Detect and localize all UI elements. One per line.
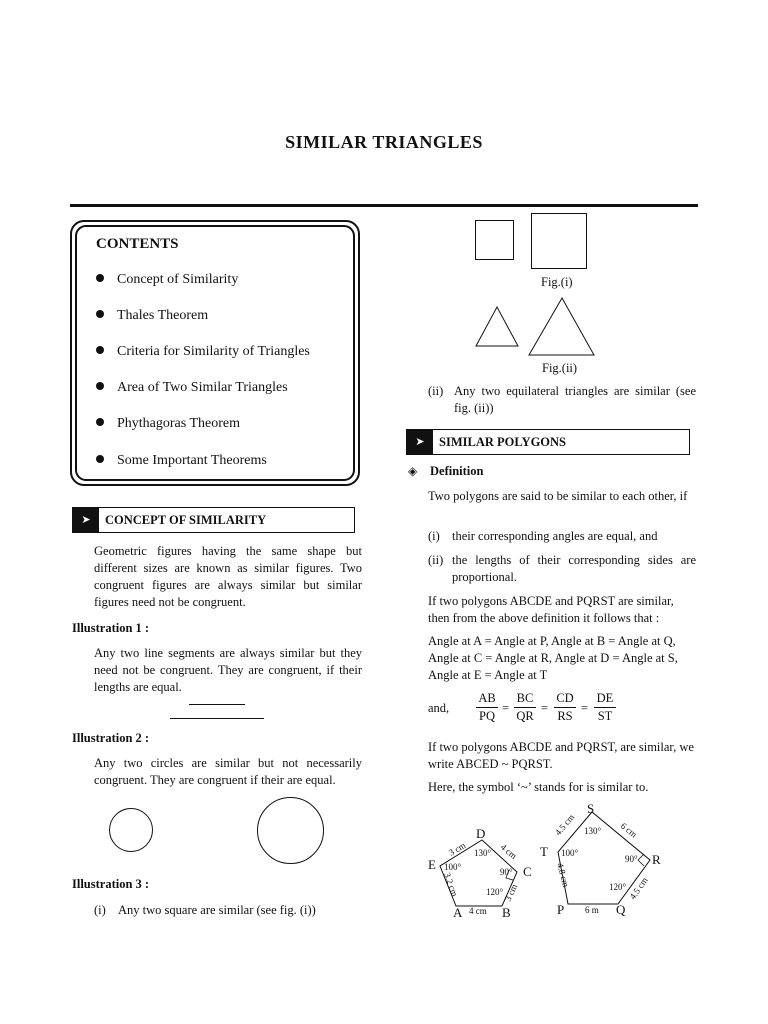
fig-1-caption: Fig.(i) bbox=[541, 275, 573, 289]
illustration-1-text: Any two line segments are always similar but they need not be congruent. They are congruent, if their lengths are equal. bbox=[94, 646, 362, 694]
illustration-1-title: Illustration 1 : bbox=[72, 621, 150, 635]
contents-item-label: Some Important Theorems bbox=[117, 453, 267, 468]
triangles-figure bbox=[470, 295, 600, 357]
fraction-denominator: RS bbox=[557, 709, 573, 723]
concept-section-header bbox=[72, 507, 355, 533]
fraction-numerator: CD bbox=[556, 691, 574, 705]
contents-item bbox=[96, 308, 208, 324]
illustration-3-num: (i) bbox=[94, 903, 106, 917]
contents-item bbox=[96, 380, 288, 396]
contents-item bbox=[96, 344, 310, 360]
title-rule bbox=[70, 204, 698, 207]
bullet-icon bbox=[96, 310, 104, 318]
vertex-d: D bbox=[476, 826, 486, 841]
large-square bbox=[531, 213, 587, 269]
small-triangle bbox=[476, 307, 518, 346]
fig-2-num: (ii) bbox=[428, 384, 444, 398]
equals-sign: = bbox=[502, 701, 510, 715]
equals-sign: = bbox=[541, 701, 549, 715]
arrow-right-icon: ➤ bbox=[407, 430, 433, 454]
fraction-de-st bbox=[594, 690, 616, 725]
angle-s: 130° bbox=[584, 826, 602, 836]
side-ea: 3.2 cm bbox=[442, 871, 460, 898]
side-qr: 4.5 cm bbox=[627, 875, 650, 902]
bullet-icon bbox=[96, 455, 104, 463]
polygons-section-header bbox=[406, 429, 690, 455]
small-square bbox=[475, 220, 514, 260]
contents-item bbox=[96, 272, 238, 288]
vertex-e: E bbox=[428, 857, 436, 872]
short-line-segment bbox=[189, 704, 245, 705]
side-rs: 6 cm bbox=[618, 820, 639, 840]
fraction-numerator: AB bbox=[478, 691, 496, 705]
vertex-a: A bbox=[453, 905, 463, 920]
fraction-numerator: DE bbox=[596, 691, 614, 705]
fraction-numerator: BC bbox=[516, 691, 534, 705]
bullet-icon bbox=[96, 346, 104, 354]
angle-line-2: Angle at C = Angle at R, Angle at D = Angle at S, bbox=[428, 651, 678, 665]
contents-heading: CONTENTS bbox=[96, 236, 179, 252]
angle-b: 120° bbox=[486, 887, 504, 897]
page-title: SIMILAR TRIANGLES bbox=[285, 132, 483, 152]
angle-t: 100° bbox=[561, 848, 579, 858]
fraction-bc-qr bbox=[514, 690, 536, 725]
fraction-denominator: ST bbox=[597, 709, 613, 723]
fig-2-caption: Fig.(ii) bbox=[542, 361, 578, 375]
write-similar-text: If two polygons ABCDE and PQRST, are similar, we write ABCED ~ PQRST. bbox=[428, 740, 694, 771]
bullet-icon bbox=[96, 274, 104, 282]
vertex-b: B bbox=[502, 905, 511, 920]
angle-r: 90° bbox=[625, 854, 638, 864]
condition-2-text: the lengths of their corresponding sides are proportional. bbox=[452, 553, 696, 584]
equals-sign: = bbox=[581, 701, 589, 715]
angle-line-1: Angle at A = Angle at P, Angle at B = Angle at Q, bbox=[428, 634, 676, 648]
illustration-3-title: Illustration 3 : bbox=[72, 877, 150, 891]
illustration-2-text: Any two circles are similar but not necessarily congruent. They are congruent if their are equal. bbox=[94, 756, 362, 787]
bullet-icon bbox=[96, 382, 104, 390]
concept-intro: Geometric figures having the same shape but different sizes are known as similar figures. Two congruent figures are always similar but similar figures need not be congruent. bbox=[94, 544, 362, 609]
fig-2-text: Any two equilateral triangles are similar (see fig. (ii)) bbox=[454, 384, 696, 415]
symbol-text: Here, the symbol ‘~’ stands for is similar to. bbox=[428, 780, 649, 794]
angle-e: 100° bbox=[444, 862, 462, 872]
long-line-segment bbox=[170, 718, 264, 719]
fraction-ab-pq bbox=[476, 690, 498, 725]
illustration-2-title: Illustration 2 : bbox=[72, 731, 150, 745]
contents-item bbox=[96, 453, 267, 469]
diamond-bullet-icon: ◈ bbox=[408, 464, 418, 478]
contents-item-label: Thales Theorem bbox=[117, 308, 209, 323]
contents-item-label: Area of Two Similar Triangles bbox=[117, 380, 288, 395]
fraction-cd-rs bbox=[554, 690, 576, 725]
side-st: 4.5 cm bbox=[552, 812, 577, 838]
definition-text: Two polygons are said to be similar to each other, if bbox=[428, 489, 688, 503]
bullet-icon bbox=[96, 418, 104, 426]
pentagons-figure bbox=[420, 800, 700, 922]
side-bc: 3 cm bbox=[502, 882, 520, 903]
vertex-c: C bbox=[523, 864, 532, 879]
polygons-heading: SIMILAR POLYGONS bbox=[439, 435, 566, 449]
side-de: 3 cm bbox=[447, 840, 468, 858]
vertex-q: Q bbox=[616, 902, 626, 917]
large-circle bbox=[257, 797, 324, 864]
condition-1-text: their corresponding angles are equal, and bbox=[452, 529, 658, 543]
vertex-s: S bbox=[587, 801, 595, 816]
contents-item-label: Phythagoras Theorem bbox=[117, 416, 240, 431]
vertex-r: R bbox=[652, 852, 661, 867]
large-triangle bbox=[529, 298, 594, 355]
definition-title: Definition bbox=[430, 464, 484, 478]
fraction-denominator: QR bbox=[516, 709, 534, 723]
condition-2-num: (ii) bbox=[428, 553, 444, 567]
right-angle-mark-r bbox=[638, 854, 644, 866]
angle-q: 120° bbox=[609, 882, 627, 892]
concept-heading: CONCEPT OF SIMILARITY bbox=[105, 513, 267, 527]
angle-d: 130° bbox=[474, 848, 492, 858]
vertex-p: P bbox=[557, 902, 565, 917]
condition-1-num: (i) bbox=[428, 529, 440, 543]
side-tp: 4.8 cm bbox=[555, 861, 572, 889]
arrow-right-icon: ➤ bbox=[73, 508, 99, 532]
angle-line-3: Angle at E = Angle at T bbox=[428, 668, 548, 682]
vertex-t: T bbox=[540, 844, 548, 859]
side-pq: 6 m bbox=[585, 905, 599, 915]
contents-item bbox=[96, 416, 240, 432]
fraction-denominator: PQ bbox=[479, 709, 495, 723]
and-label: and, bbox=[428, 701, 450, 715]
contents-item-label: Criteria for Similarity of Triangles bbox=[117, 344, 310, 359]
angle-c: 90° bbox=[500, 867, 513, 877]
if-similar-text: If two polygons ABCDE and PQRST are similar, then from the above definition it follows that : bbox=[428, 594, 674, 625]
contents-item-label: Concept of Similarity bbox=[117, 272, 239, 287]
side-ab: 4 cm bbox=[469, 906, 487, 916]
small-circle bbox=[109, 808, 153, 852]
illustration-3-text: Any two square are similar (see fig. (i)) bbox=[118, 903, 316, 917]
side-cd: 4 cm bbox=[498, 841, 519, 861]
